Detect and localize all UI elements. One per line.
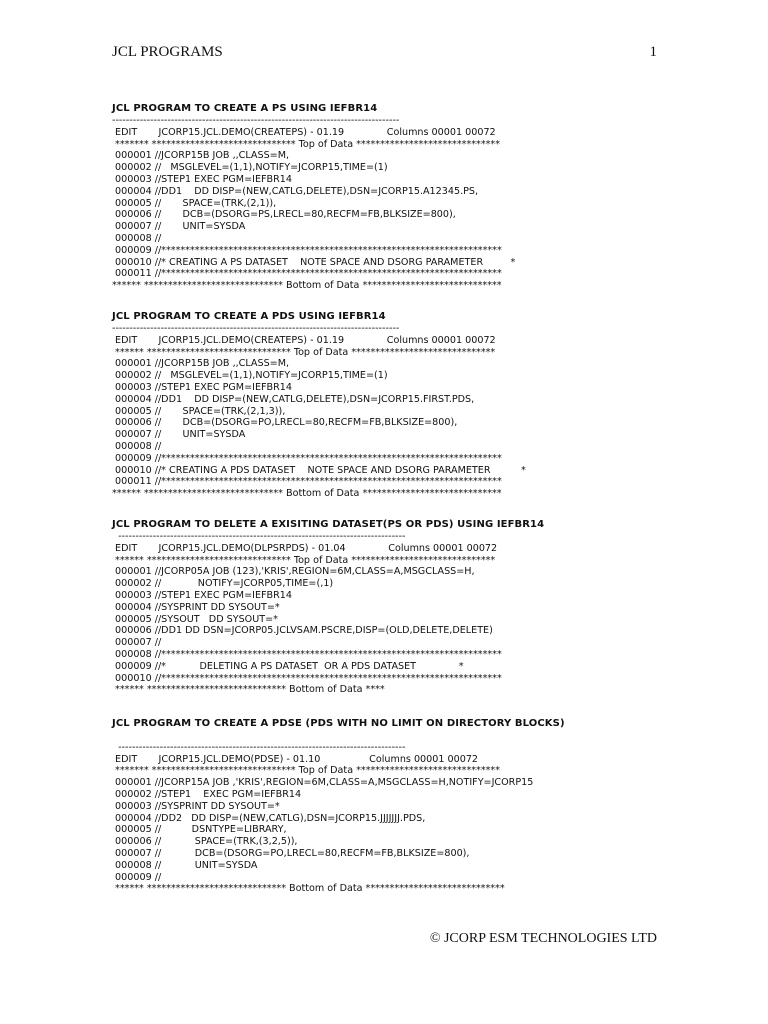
code-line: 000001 //JCORP15B JOB ,,CLASS=M, bbox=[112, 358, 290, 370]
code-line: 000003 //STEP1 EXEC PGM=IEFBR14 bbox=[112, 173, 292, 185]
code-line: 000006 // DCB=(DSORG=PS,LRECL=80,RECFM=FB,BLKSIZE=800), bbox=[112, 209, 456, 221]
code-line: 000008 // bbox=[112, 440, 162, 452]
code-line: 000005 // SPACE=(TRK,(2,1)), bbox=[112, 197, 277, 209]
code-line: ****** ***************************** Bottom of Data **** bbox=[112, 684, 385, 696]
code-line: 000002 // MSGLEVEL=(1,1),NOTIFY=JCORP15,TIME=(1) bbox=[112, 370, 388, 382]
code-line: 000003 //STEP1 EXEC PGM=IEFBR14 bbox=[112, 589, 292, 601]
code-line: 000008 // bbox=[112, 232, 162, 244]
code-line: 000001 //JCORP15B JOB ,,CLASS=M, bbox=[112, 150, 290, 162]
code-line bbox=[112, 730, 672, 742]
code-line: EDIT JCORP15.JCL.DEMO(PDSE) - 01.10 Columns 00001 00072 bbox=[112, 753, 479, 765]
code-line: EDIT JCORP15.JCL.DEMO(DLPSRPDS) - 01.04 Columns 00001 00072 bbox=[112, 542, 498, 554]
code-line: 000003 //STEP1 EXEC PGM=IEFBR14 bbox=[112, 381, 292, 393]
code-line: 000011 //*********************************************************************** bbox=[112, 268, 502, 280]
section-create-pds bbox=[112, 310, 672, 500]
code-line: 000004 //DD1 DD DISP=(NEW,CATLG,DELETE),DSN=JCORP15.A12345.PS, bbox=[112, 185, 479, 197]
code-line: 000010 //* CREATING A PDS DATASET NOTE SPACE AND DSORG PARAMETER * bbox=[112, 464, 526, 476]
code-line: 000009 //*********************************************************************** bbox=[112, 452, 502, 464]
section-delete-dataset bbox=[112, 518, 672, 696]
code-line: ******* ****************************** Top of Data ****************************** bbox=[112, 765, 501, 777]
code-line: 000009 // bbox=[112, 871, 162, 883]
code-line: 000001 //JCORP15A JOB ,'KRIS',REGION=6M,CLASS=A,MSGCLASS=H,NOTIFY=JCORP15 bbox=[112, 777, 534, 789]
code-line: 000004 //SYSPRINT DD SYSOUT=* bbox=[112, 601, 280, 613]
code-line: ****** ***************************** Bottom of Data ***************************** bbox=[112, 280, 502, 292]
code-line: ******* ****************************** Top of Data ****************************** bbox=[112, 138, 501, 150]
code-line: EDIT JCORP15.JCL.DEMO(CREATEPS) - 01.19 Columns 00001 00072 bbox=[112, 126, 496, 138]
code-line: ****** ***************************** Bottom of Data ***************************** bbox=[112, 883, 505, 895]
code-line: ----------------------------------------------------------------------------------- bbox=[112, 323, 400, 334]
code-line: 000006 //DD1 DD DSN=JCORP05.JCLVSAM.PSCRE,DISP=(OLD,DELETE,DELETE) bbox=[112, 625, 493, 637]
page-number: 1 bbox=[649, 44, 657, 60]
section-title: JCL PROGRAM TO CREATE A PS USING IEFBR14 bbox=[112, 103, 378, 114]
code-line: 000006 // SPACE=(TRK,(3,2,5)), bbox=[112, 836, 298, 848]
code-line: 000006 // DCB=(DSORG=PO,LRECL=80,RECFM=FB,BLKSIZE=800), bbox=[112, 417, 458, 429]
code-line: 000010 //*********************************************************************** bbox=[112, 672, 502, 684]
section-create-pdse bbox=[112, 717, 672, 895]
code-line: ****** ****************************** Top of Data ****************************** bbox=[112, 346, 496, 358]
page-header bbox=[112, 44, 657, 66]
code-line: 000002 // MSGLEVEL=(1,1),NOTIFY=JCORP15,TIME=(1) bbox=[112, 162, 388, 174]
document-title: JCL PROGRAMS bbox=[112, 44, 223, 60]
code-line: ----------------------------------------------------------------------------------- bbox=[112, 531, 406, 542]
code-line: 000007 // UNIT=SYSDA bbox=[112, 221, 246, 233]
code-line: 000007 // bbox=[112, 637, 162, 649]
code-line: 000005 // DSNTYPE=LIBRARY, bbox=[112, 824, 287, 836]
code-line: 000010 //* CREATING A PS DATASET NOTE SPACE AND DSORG PARAMETER * bbox=[112, 256, 516, 268]
section-title: JCL PROGRAM TO CREATE A PDSE (PDS WITH NO LIMIT ON DIRECTORY BLOCKS) bbox=[112, 718, 565, 729]
code-line: 000001 //JCORP05A JOB (123),'KRIS',REGION=6M,CLASS=A,MSGCLASS=H, bbox=[112, 566, 475, 578]
code-line: EDIT JCORP15.JCL.DEMO(CREATEPS) - 01.19 Columns 00001 00072 bbox=[112, 334, 496, 346]
code-line: 000008 // UNIT=SYSDA bbox=[112, 859, 258, 871]
section-title: JCL PROGRAM TO DELETE A EXISITING DATASET(PS OR PDS) USING IEFBR14 bbox=[112, 519, 545, 530]
code-line: 000005 // SPACE=(TRK,(2,1,3)), bbox=[112, 405, 286, 417]
code-line: 000003 //SYSPRINT DD SYSOUT=* bbox=[112, 800, 280, 812]
code-line: 000002 // NOTIFY=JCORP05,TIME=(,1) bbox=[112, 578, 334, 590]
code-line: ****** ***************************** Bottom of Data ***************************** bbox=[112, 488, 502, 500]
code-line: 000005 //SYSOUT DD SYSOUT=* bbox=[112, 613, 278, 625]
code-line: 000009 //* DELETING A PS DATASET OR A PDS DATASET * bbox=[112, 660, 464, 672]
code-line: ----------------------------------------------------------------------------------- bbox=[112, 741, 406, 753]
code-line: ----------------------------------------------------------------------------------- bbox=[112, 115, 400, 126]
code-line: 000011 //*********************************************************************** bbox=[112, 476, 502, 488]
section-title: JCL PROGRAM TO CREATE A PDS USING IEFBR14 bbox=[112, 311, 386, 322]
code-line: 000004 //DD2 DD DISP=(NEW,CATLG),DSN=JCORP15.JJJJJJJ.PDS, bbox=[112, 812, 426, 824]
code-line: ****** ****************************** Top of Data ****************************** bbox=[112, 554, 496, 566]
code-line: 000004 //DD1 DD DISP=(NEW,CATLG,DELETE),DSN=JCORP15.FIRST.PDS, bbox=[112, 393, 475, 405]
code-line: 000009 //*********************************************************************** bbox=[112, 244, 502, 256]
code-line: 000008 //*********************************************************************** bbox=[112, 648, 502, 660]
copyright-footer: © JCORP ESM TECHNOLOGIES LTD bbox=[429, 931, 657, 946]
code-line: 000007 // DCB=(DSORG=PO,LRECL=80,RECFM=FB,BLKSIZE=800), bbox=[112, 847, 470, 859]
code-line: 000002 //STEP1 EXEC PGM=IEFBR14 bbox=[112, 788, 302, 800]
code-line: 000007 // UNIT=SYSDA bbox=[112, 429, 246, 441]
section-create-ps bbox=[112, 102, 672, 292]
